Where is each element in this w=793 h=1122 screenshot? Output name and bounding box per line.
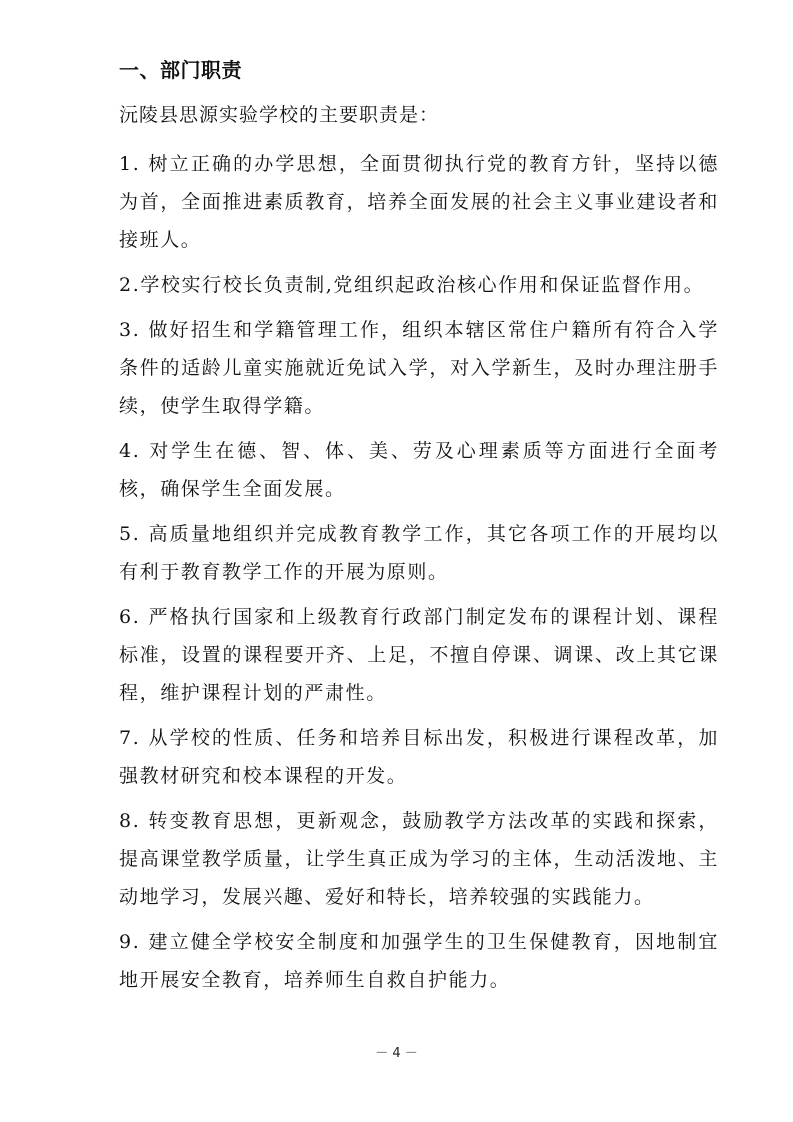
page-number: － 4 －: [375, 1046, 418, 1061]
duty-item-8: 8. 转变教育思想，更新观念，鼓励教学方法改革的实践和探索，提高课堂教学质量，让学生真正成为学习的主体，生动活泼地、主动地学习，发展兴趣、爱好和特长，培养较强的实践能力。: [119, 810, 719, 908]
duty-item-7: 7. 从学校的性质、任务和培养目标出发，积极进行课程改革，加强教材研究和校本课程的开发。: [119, 727, 719, 787]
duty-item-9: 9. 建立健全学校安全制度和加强学生的卫生保健教育，因地制宜地开展安全教育，培养师生自救自护能力。: [119, 931, 719, 991]
duty-item-5: 5. 高质量地组织并完成教育教学工作，其它各项工作的开展均以有利于教育教学工作的开展为原则。: [119, 523, 719, 583]
duty-item-3: 3. 做好招生和学籍管理工作，组织本辖区常住户籍所有符合入学条件的适龄儿童实施就近免试入学，对入学新生，及时办理注册手续，使学生取得学籍。: [119, 319, 719, 417]
duty-item-1: 1. 树立正确的办学思想，全面贯彻执行党的教育方针，坚持以德为首，全面推进素质教育，培养全面发展的社会主义事业建设者和接班人。: [119, 153, 719, 251]
duty-item-4: 4. 对学生在德、智、体、美、劳及心理素质等方面进行全面考核，确保学生全面发展。: [119, 440, 719, 500]
duty-item-2: 2.学校实行校长负责制,党组织起政治核心作用和保证监督作用。: [119, 274, 705, 296]
intro-paragraph: 沅陵县思源实验学校的主要职责是：: [119, 104, 440, 126]
duty-item-6: 6. 严格执行国家和上级教育行政部门制定发布的课程计划、课程标准，设置的课程要开齐、上足，不擅自停课、调课、改上其它课程，维护课程计划的严肃性。: [119, 606, 719, 704]
section-heading: 一、部门职责: [119, 58, 242, 82]
document-body: [119, 56, 719, 1006]
